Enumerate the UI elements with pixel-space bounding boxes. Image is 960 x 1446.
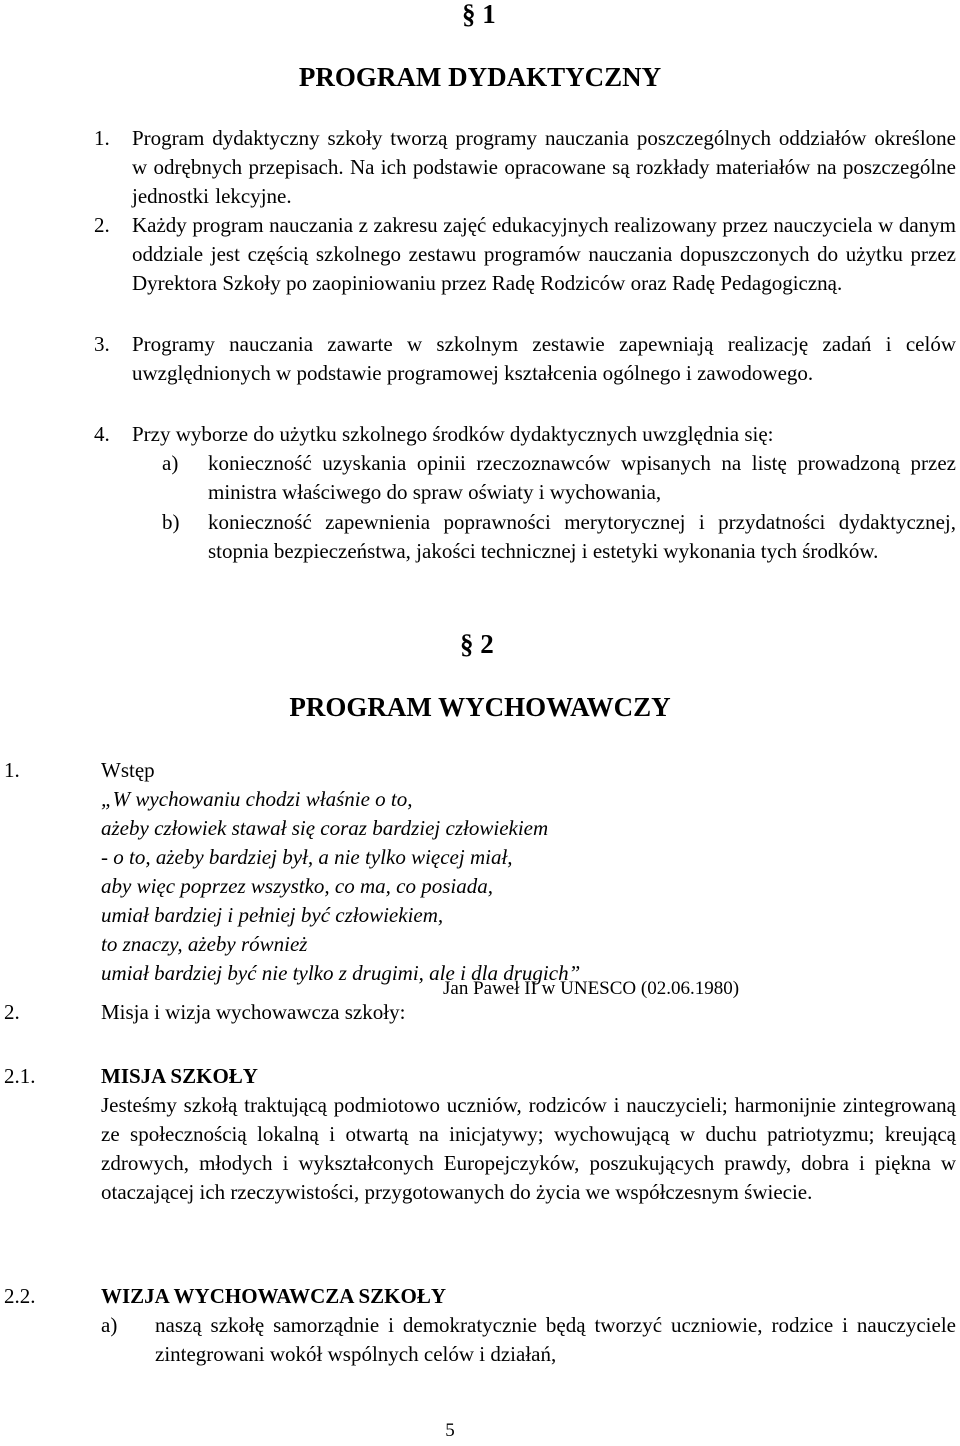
section-number: 2 [480,629,494,659]
quote-line: - o to, ażeby bardziej był, a nie tylko więcej miał, [101,845,513,869]
item-number: 4. [94,422,110,446]
quote-source: Jan Paweł II w UNESCO (02.06.1980) [443,978,740,999]
item-text: Program dydaktyczny szkoły tworzą programy nauczania poszczególnych oddziałów określone w odrębnych przepisach. Na ich podstawie opracowane są rozkłady materiałów na poszczególne jednostki lekcyjne. [132,126,956,208]
mission-vision-heading [4,998,406,1027]
mission-vision-label: Misja i wizja wychowawcza szkoły: [101,1000,406,1024]
item-text: Każdy program nauczania z zakresu zajęć edukacyjnych realizowany przez nauczyciela w danym oddziale jest częścią szkolnego zestawu programów nauczania dopuszczonych do użytku przez Dyrektora Szkoły po zaopiniowaniu przez Radę Rodziców oraz Radę Pedagogiczną. [132,213,956,295]
sub-list-item [162,449,956,507]
section-sign-symbol: § [462,0,476,29]
quote-line: umiał bardziej i pełniej być człowiekiem, [101,903,444,927]
item-number: 2. [94,213,110,237]
list-item [94,420,956,449]
section-number: 1 [482,0,496,29]
vision-heading [4,1282,447,1311]
intro-label: Wstęp [101,758,155,782]
section-1-sign [462,0,496,30]
mission-text: Jesteśmy szkołą traktującą podmiotowo uczniów, rodziców i nauczycieli; harmonijnie zintegrowaną ze społecznością lokalną i otwartą na inicjatywy; wychowującą w duchu patriotyzmu; kreującą zdrowych, młodych i wykształconych Europejczyków, poszukujących prawdy, dobra i piękna w otaczającej ich rzeczywistości, przygotowanych do życia we współczesnym świecie. [101,1093,956,1204]
mission-vision-number: 2. [4,1000,20,1024]
mission-heading [4,1062,258,1091]
vision-item-label: a) [101,1313,118,1337]
list-item [94,211,956,298]
sub-item-text: konieczność zapewnienia poprawności merytorycznej i przydatności dydaktycznej, stopnia bezpieczeństwa, jakości technicznej i estetyki wykonania tych środków. [208,510,956,563]
vision-title: WIZJA WYCHOWAWCZA SZKOŁY [101,1284,447,1308]
list-item [94,330,956,388]
quote-line: „W wychowaniu chodzi właśnie o to, [101,787,413,811]
item-number: 1. [94,126,110,150]
section-2-sign [460,628,494,660]
vision-item-text: naszą szkołę samorządnie i demokratycznie będą tworzyć uczniowie, rodzice i nauczyciele zintegrowani wokół wspólnych celów i działań, [155,1313,956,1366]
section-2-title: PROGRAM WYCHOWAWCZY [289,692,671,722]
intro-heading [4,756,155,785]
mission-number: 2.1. [4,1064,36,1088]
sub-item-text: konieczność uzyskania opinii rzeczoznawców wpisanych na listę prowadzoną przez ministra właściwego do spraw oświaty i wychowania, [208,451,956,504]
mission-title: MISJA SZKOŁY [101,1064,258,1088]
item-text: Przy wyborze do użytku szkolnego środków dydaktycznych uwzględnia się: [132,422,774,446]
intro-number: 1. [4,758,20,782]
quote-line: umiał bardziej być nie tylko z drugimi, ale i dla drugich” [101,961,581,985]
item-number: 3. [94,332,110,356]
list-item [94,124,956,211]
vision-list-item [101,1311,956,1369]
sub-item-label: b) [162,510,180,534]
quote-line: aby więc poprzez wszystko, co ma, co posiada, [101,874,493,898]
sub-item-label: a) [162,451,179,475]
vision-number: 2.2. [4,1284,36,1308]
section-1-title: PROGRAM DYDAKTYCZNY [298,62,662,92]
quote-line: ażeby człowiek stawał się coraz bardziej człowiekiem [101,816,549,840]
sub-list-item [162,508,956,566]
item-text: Programy nauczania zawarte w szkolnym zestawie zapewniają realizację zadań i celów uwzględnionych w podstawie programowej kształcenia ogólnego i zawodowego. [132,332,956,385]
quote-line: to znaczy, ażeby również [101,932,308,956]
page-number: 5 [445,1420,455,1441]
section-sign-symbol: § [460,629,474,659]
